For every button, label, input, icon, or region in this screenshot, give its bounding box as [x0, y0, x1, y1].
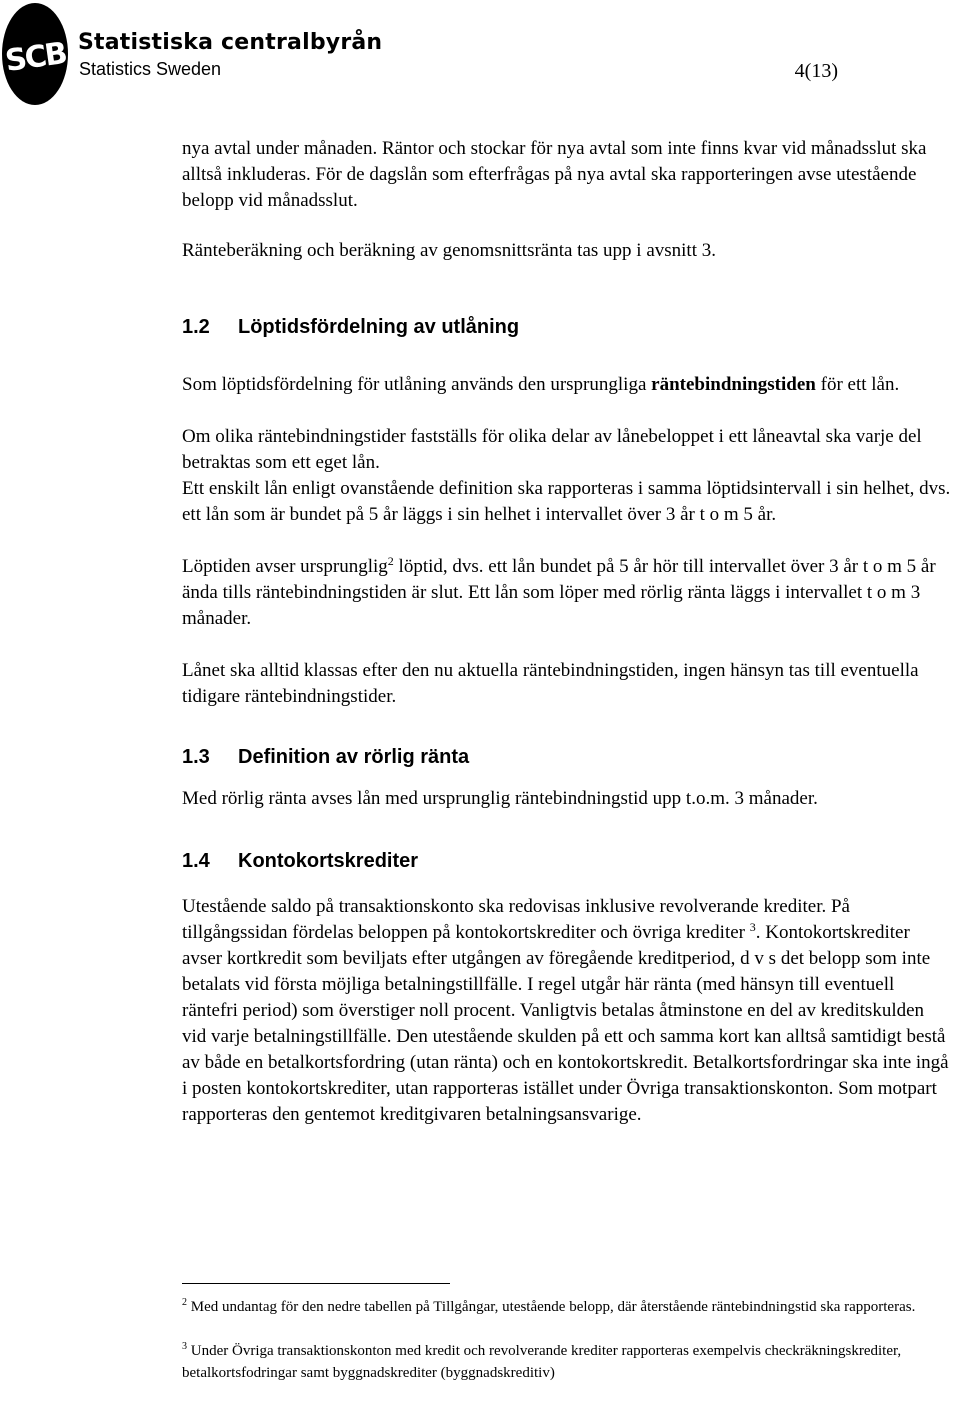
- paragraph: Som löptidsfördelning för utlåning används den ursprungliga räntebindningstiden för ett lån.: [182, 374, 900, 395]
- footnote-number: 3: [182, 1341, 187, 1352]
- footnote-ref: 3: [749, 920, 756, 934]
- footnote-number: 2: [182, 1297, 187, 1308]
- logo-name: Statistiska centralbyrån: [78, 30, 383, 55]
- svg-text:SCB: SCB: [3, 35, 68, 80]
- paragraph: Ett enskilt lån enligt ovanstående definition ska rapporteras i samma löptidsintervall i sin helhet, dvs. ett lån som är bundet på 5 år läggs i sin helhet i intervallet över 3 år t o m 5 år.: [182, 478, 951, 525]
- section-heading-1-4: [182, 848, 960, 874]
- section-title: Definition av rörlig ränta: [238, 746, 470, 768]
- paragraph: Utestående saldo på transaktionskonto ska redovisas inklusive revolverande krediter. På tillgångssidan fördelas beloppen på kontokortskrediter och övriga krediter $^3$. Kontokortskrediter avser kortkredit som beviljats efter utgången av föregående kreditperiod, d v s det belopp som inte betalats vid första möjliga betalningstillfälle. I regel utgår här ränta (med hänsyn till eventuell räntefri period) som överstiger noll procent. Vanligtvis betalas åtminstone en del av kreditskulden vid varje betalningstillfälle. Den utestående skulden på ett och samma kort kan alltså samtidigt bestå av både en betalkortsfordring (utan ränta) och en kontokortskredit. Betalkortsfordringar ska inte ingå i posten kontokortskrediter, utan rapporteras istället under Övriga transaktionskonton. Som motpart rapporteras den gentemot kreditgivaren betalningsansvarige.: [182, 896, 949, 1125]
- footnotes: [182, 1296, 922, 1384]
- section-title: Kontokortskrediter: [238, 850, 419, 872]
- paragraph: Om olika räntebindningstider fastställs för olika delar av lånebeloppet i ett låneavtal ska varje del betraktas som ett eget lån.: [182, 426, 922, 473]
- paragraph: Lånet ska alltid klassas efter den nu aktuella räntebindningstiden, ingen hänsyn tas till eventuella tidigare räntebindningstider.: [182, 660, 919, 707]
- section-title: Löptidsfördelning av utlåning: [238, 316, 520, 338]
- paragraph: Löptiden avser ursprunglig$^2$ löptid, dvs. ett lån bundet på 5 år hör till intervallet över 3 år t o m 5 år ända tills räntebindningstiden är slut. Ett lån som löper med rörlig ränta läggs i intervallet t o m 3 månader.: [182, 554, 936, 629]
- scb-logo-mark: [2, 2, 72, 106]
- document-body: [182, 136, 960, 1128]
- footnote: $^2$ Med undantag för den nedre tabellen på Tillgångar, utestående belopp, där återstående räntebindningstid ska rapporteras.: [182, 1297, 916, 1315]
- footnote: $^3$ Under Övriga transaktionskonton med kredit och revolverande krediter rapporteras exempelvis checkräkningskrediter, betalkortsfodringar samt byggnadskrediter (byggnadskreditiv): [182, 1341, 902, 1381]
- footnote-ref: 2: [387, 554, 394, 568]
- section-number: 1.4: [182, 850, 210, 872]
- paragraph: nya avtal under månaden. Räntor och stockar för nya avtal som inte finns kvar vid månadsslut ska alltså inkluderas. För de dagslån som efterfrågas på nya avtal ska rapporteringen avse utestående belopp vid månadsslut.: [182, 138, 927, 211]
- footnote-separator: [182, 1283, 450, 1284]
- section-number: 1.2: [182, 316, 210, 338]
- paragraph: Med rörlig ränta avses lån med ursprunglig räntebindningstid upp t.o.m. 3 månader.: [182, 788, 818, 809]
- logo-subtitle: Statistics Sweden: [79, 59, 222, 79]
- paragraph: Ränteberäkning och beräkning av genomsnittsränta tas upp i avsnitt 3.: [182, 240, 716, 261]
- section-number: 1.3: [182, 746, 210, 768]
- page-number: 4(13): [794, 60, 838, 82]
- bold-term: räntebindningstiden: [651, 374, 816, 395]
- scb-logo: [2, 2, 402, 106]
- section-heading-1-3: [182, 744, 960, 770]
- section-heading-1-2: [182, 314, 960, 340]
